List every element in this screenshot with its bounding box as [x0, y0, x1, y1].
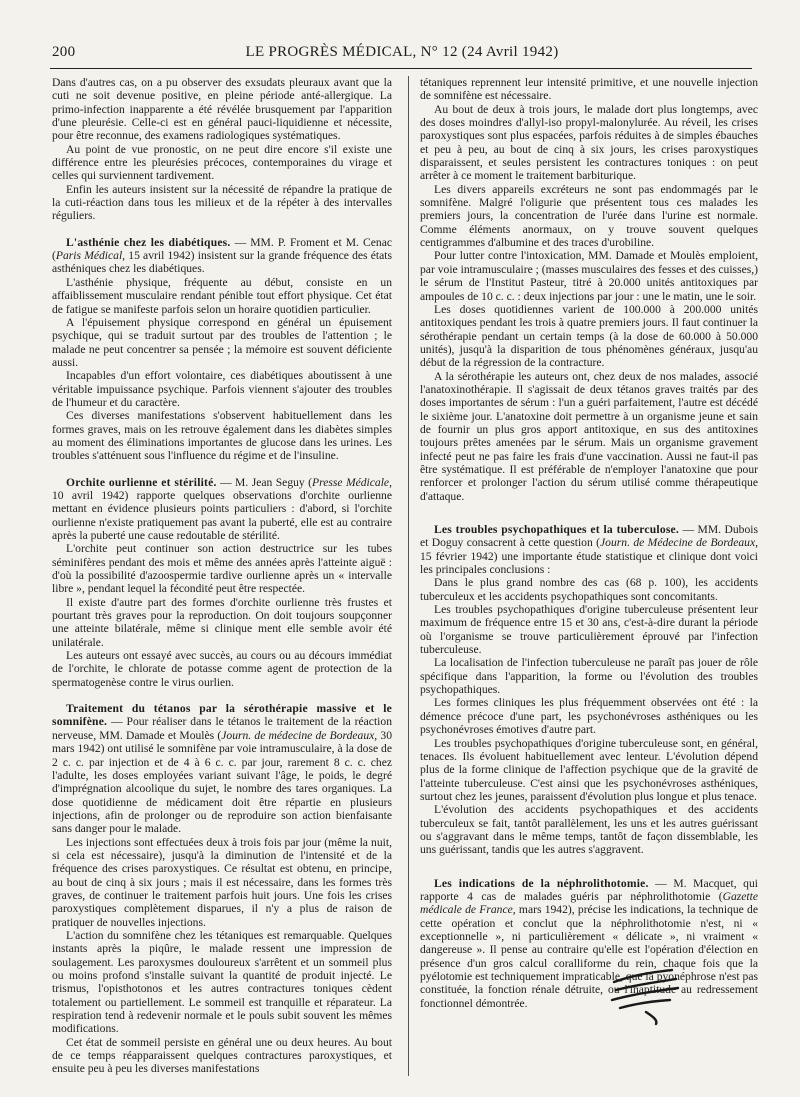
article-intro: — M. Jean Seguy (	[216, 475, 313, 489]
section-spacer	[420, 857, 758, 877]
article-source: Gazette médicale de France,	[420, 889, 758, 917]
article-lead-paragraph	[52, 236, 392, 276]
header-rule	[50, 68, 752, 69]
paragraph: Dans d'autres cas, on a pu observer des exsudats pleuraux avant que la cuti ne soit devenue positive, en pleine période anté-allergique. La primo-infection inapparente a été révélée brusquement par l'apparition d'une pleurésie. Celle-ci est en général pauci-liquidienne et nécessite, pour être reconnue, des examens radiologiques systématiques.	[52, 76, 392, 143]
paragraph: L'action du somnifène chez les tétaniques est remarquable. Quelques instants après la piqûre, le malade ressent une impression de soulagement. Les paroxysmes douloureux s'arrêtent et un sommeil plus ou moins profond s'installe suivant la quantité de produit injecté. Le trismus, l'opisthotonos et les autres contractures toniques cèdent totalement ou partiellement. Le sommeil est tranquille et réparateur. La respiration tend à redevenir normale et le pouls subit souvent les mêmes modifications.	[52, 928, 392, 1036]
paragraph: Les injections sont effectuées deux à trois fois par jour (même la nuit, si cela est nécessaire), jusqu'à la diminution de l'intensité et de la fréquence des crises paroxystiques. Ce résultat est obtenu, en principe, au bout de cinq à six jours ; mais il est nécessaire, dans les formes très graves, de continuer le traitement parfois huit jours. Une fois les crises paroxystiques complètement disparues, il n'y a plus de raison de pratiquer de nouvelles injections.	[52, 835, 392, 929]
paragraph: L'évolution des accidents psychopathiques et des accidents tuberculeux se fait, tantôt parallèlement, les uns et les autres guérissant ou s'aggravant dans le même temps, tantôt de façon dissemblable, les uns guérissant, tandis que les autres s'aggravent.	[420, 803, 758, 857]
paragraph: Les divers appareils excréteurs ne sont pas endommagés par le somnifène. Malgré l'oligurie que présentent tous ces malades les premiers jours, la concentration de l'urée dans l'urine est normale. Comme éléments anormaux, on y trouve souvent quelques centigrammes d'albumine et des traces d'urobiline.	[420, 182, 758, 250]
article-source: Paris Médical,	[55, 249, 126, 263]
left-column	[52, 76, 392, 1076]
paragraph: tétaniques reprennent leur intensité primitive, et une nouvelle injection de somnifène est nécessaire.	[420, 76, 758, 103]
article-intro: — MM. P. Froment et M. Cenac (	[52, 235, 392, 263]
journal-title: LE PROGRÈS MÉDICAL, N° 12 (24 Avril 1942)	[245, 44, 559, 60]
section-spacer	[52, 463, 392, 476]
article-source: Presse Médicale,	[312, 475, 392, 489]
column-divider	[408, 76, 409, 1076]
paragraph: Enfin les auteurs insistent sur la nécessité de répandre la pratique de la cuti-réaction dans tous les milieux et de la répéter à des intervalles réguliers.	[52, 182, 392, 223]
article-intro: — Pour réaliser dans le tétanos le traitement de la réaction nerveuse, MM. Damade et Moulès (	[52, 715, 392, 742]
page-number: 200	[52, 44, 76, 60]
paragraph: A la sérothérapie les auteurs ont, chez deux de nos malades, associé l'anatoxinothérapie. Il s'agissait de deux tétanos graves traités par des doses importantes de sérum : l'un a guéri parfaitement, l'autre est décédé le sixième jour. L'anatoxine doit permettre à un organisme jeune et sain de fournir un plus gros apport antitoxique, en sus des antitoxines toujours prêtes amenées par le sérum. Mais un organisme gravement infecté peut ne pas faire les frais d'une vaccination. Aussi ne faut-il pas être systématique. Il est préférable de n'employer l'anatoxine que pour renforcer et prolonger l'action du sérum utilisé comme thérapeutique d'attaque.	[420, 369, 758, 503]
scribble-mark	[606, 960, 686, 1030]
paragraph: Ces diverses manifestations s'observent habituellement dans les formes graves, mais on les retrouve également dans les diabètes simples au moment des éliminations importantes de glucose dans les urines. Les troubles s'atténuent sous l'influence du régime et de l'insuline.	[52, 409, 392, 463]
article-body: mars 1942), précise les indications, la technique de cette opération et conclut que la néphrolithotomie n'est, ni « exceptionnelle », ni particulièrement « délicate », ni vraiment « dangereuse ». Il pense au contraire qu'elle est l'opération d'élection en présence d'un gros calcul coralliforme du rein, chaque fois que la pyélotomie est techniquement impraticable, que la pyonéphrose n'est pas constituée, la fonction rénale détruite, ou l'inaptitude au redressement fonctionnel démontrée.	[420, 903, 758, 1010]
paragraph: A l'épuisement physique correspond en général un épuisement psychique, qui se traduit surtout par des troubles de l'attention ; le malade ne peut concentrer sa pensée ; la mémoire est souvent déficiente aussi.	[52, 315, 392, 369]
paragraph: Les formes cliniques les plus fréquemment observées ont été : la démence précoce d'une part, les psychonévroses asthéniques ou les psychonévroses émotives d'autre part.	[420, 696, 758, 737]
paragraph: L'orchite peut continuer son action destructrice sur les tubes séminifères pendant des mois et même des années après l'atteinte aiguë : d'où la possibilité d'azoospermie tardive ourlienne après un « intervalle libre », pendant lequel la fécondité peut être respectée.	[52, 542, 392, 596]
right-column	[420, 76, 758, 1076]
paragraph: Au bout de deux à trois jours, le malade dort plus longtemps, avec des doses moindres d'allyl-iso propyl-malonylurée. Au réveil, les crises paroxystiques sont plus espacées, parfois réduites à de simples ébauches et peu à peu, au bout de cinq à six jours, les crises paroxystiques disparaissent, et seules persistent les contractures toniques : on peut arrêter à ce moment le traitement barbiturique.	[420, 102, 758, 183]
article-intro: — MM. Dubois et Doguy consacrent à cette question (	[420, 523, 758, 550]
paragraph: Pour lutter contre l'intoxication, MM. Damade et Moulès emploient, par voie intramusculaire ; (masses musculaires des fesses et des cuisses,) le sérum de l'Institut Pasteur, titré à 20.000 unités antitoxiques par ampoules de 10 c. c. : deux injections par jour : une le matin, une le soir.	[420, 249, 758, 303]
article-heading: Traitement du tétanos par la sérothérapie massive et le somnifène.	[52, 702, 392, 729]
article-source: Journ. de Médecine de Bordeaux,	[600, 536, 758, 550]
page-header	[52, 40, 752, 66]
section-spacer	[52, 689, 392, 702]
article-lead-paragraph	[52, 702, 392, 835]
section-spacer	[420, 503, 758, 523]
paragraph: Il existe d'autre part des formes d'orchite ourlienne très frustes et pourtant très graves pour la reproduction. On doit toujours soupçonner une atteinte bilatérale, même si clinique ment elle semble avoir été unilatérale.	[52, 595, 392, 649]
article-body: 10 avril 1942) rapporte quelques observations d'orchite ourlienne mettant en évidence plusieurs points particuliers : d'abord, si l'orchite ourlienne n'existe pratiquement pas avant la puberté, elle est au contraire après la puberté une cause redoutable de stérilité.	[52, 488, 392, 542]
section-spacer	[52, 223, 392, 236]
article-body: 30 mars 1942) ont utilisé le somnifène par voie intramusculaire, à la dose de 2 c. c. par injection et de 4 à 6 c. c. par jour, rarement 8 c. c. chez l'adulte, les doses employées variant suivant l'âge, le poids, le degré d'imprégnation alcoolique du sujet, le nombre des tares organiques. La dose quotidienne de médicament doit être répartie en plusieurs injections, afin de prolonger ou de reproduire son action bienfaisante sans danger pour le malade.	[52, 728, 392, 836]
article-heading: Les troubles psychopathiques et la tuberculose.	[434, 523, 679, 536]
article-heading: L'asthénie chez les diabétiques.	[66, 235, 231, 249]
paragraph: Les auteurs ont essayé avec succès, au cours ou au décours immédiat de l'orchite, le chlorate de potasse comme agent de protection de la spermatogenèse contre le virus ourlien.	[52, 649, 392, 689]
article-heading: Orchite ourlienne et stérilité.	[66, 475, 217, 489]
article-source: Journ. de médecine de Bordeaux,	[221, 728, 378, 742]
article-lead-paragraph	[420, 523, 758, 576]
article-body: 15 février 1942) une importante étude statistique et clinique dont voici les principales conclusions :	[420, 549, 758, 577]
paragraph: Dans le plus grand nombre des cas (68 p. 100), les accidents tuberculeux et les accidents psychopathiques sont concomitants.	[420, 576, 758, 603]
article-heading: Les indications de la néphrolithotomie.	[434, 876, 649, 890]
paragraph: L'asthénie physique, fréquente au début, consiste en un affaiblissement musculaire rendant pénible tout effort physique. Cet état de fatigue se manifeste parfois selon un horaire quotidien particulier.	[52, 275, 392, 316]
paragraph: Incapables d'un effort volontaire, ces diabétiques aboutissent à une véritable impuissance psychique. Parfois viennent s'ajouter des troubles de l'humeur et du caractère.	[52, 369, 392, 409]
article-intro: — M. Macquet, qui rapporte 4 cas de malades guéris par néphrolithotomie (	[420, 876, 758, 903]
paragraph: Les doses quotidiennes varient de 100.000 à 200.000 unités antitoxiques pendant les trois à quatre premiers jours. Il faut continuer la sérothérapie pendant un certain temps (à la dose de 60.000 à 50.000 unités), jusqu'à la disparition de tous phénomènes généraux, jusqu'au début de la régression de la contracture.	[420, 302, 758, 370]
article-lead-paragraph	[420, 877, 758, 1010]
paragraph: La localisation de l'infection tuberculeuse ne paraît pas jouer de rôle spécifique dans l'apparition, la forme ou l'évolution des troubles psychopathiques.	[420, 656, 758, 697]
paragraph: Les troubles psychopathiques d'origine tuberculeuse présentent leur maximum de fréquence entre 15 et 30 ans, c'est-à-dire durant la période où l'organisme se trouve particulièrement éprouvé par l'infection tuberculeuse.	[420, 603, 758, 657]
paragraph: Les troubles psychopathiques d'origine tuberculeuse sont, en général, tenaces. Ils évoluent habituellement avec lenteur. L'évolution dépend plus de la forme clinique de l'affection psychique que de la gravité de l'atteinte tuberculeuse. C'est ainsi que les psychonévroses asthéniques, surtout chez les jeunes, paraissent d'évolution plus longue et plus tenace.	[420, 736, 758, 803]
paragraph: Cet état de sommeil persiste en général une ou deux heures. Au bout de ce temps réapparaissent quelques contractures paroxystiques, et ensuite peu à peu les diverses manifestations	[52, 1035, 392, 1076]
paragraph: Au point de vue pronostic, on ne peut dire encore s'il existe une différence entre les pleurésies précoces, contemporaines du virage et celles qui surviennent tardivement.	[52, 142, 392, 183]
article-body: 15 avril 1942) insistent sur la grande fréquence des états asthéniques chez les diabétiques.	[52, 249, 392, 276]
article-lead-paragraph	[52, 476, 392, 543]
